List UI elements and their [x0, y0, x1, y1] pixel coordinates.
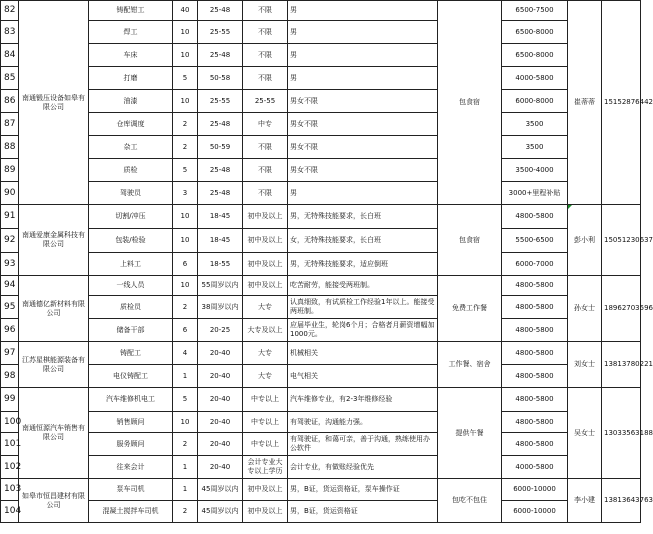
benefits: 提供午餐 [438, 388, 502, 479]
job-title: 往来会计 [89, 456, 173, 479]
education: 不限 [243, 159, 288, 182]
row-number: 89 [1, 159, 19, 182]
table-row [1, 1, 641, 21]
job-title: 储备干部 [89, 319, 173, 342]
row-number: 103 [1, 479, 19, 501]
row-number: 98 [1, 365, 19, 388]
age-range: 18-45 [198, 229, 243, 253]
hire-count: 6 [173, 253, 198, 276]
phone: 13033563188 [602, 388, 641, 479]
hire-count: 2 [173, 296, 198, 319]
hire-count: 10 [173, 412, 198, 433]
table-row [1, 205, 641, 229]
age-range: 25-48 [198, 159, 243, 182]
education: 初中及以上 [243, 205, 288, 229]
education: 中专以上 [243, 388, 288, 412]
salary: 4800-5800 [502, 205, 568, 229]
table-row [1, 182, 641, 205]
age-range: 50-58 [198, 67, 243, 90]
contact-person: 孙女士 [568, 276, 602, 342]
age-range: 20-40 [198, 365, 243, 388]
age-range: 20-40 [198, 388, 243, 412]
requirements: 男女不限 [288, 159, 438, 182]
salary: 4800-5800 [502, 412, 568, 433]
education: 不限 [243, 21, 288, 44]
row-number: 88 [1, 136, 19, 159]
education: 大专及以上 [243, 319, 288, 342]
salary: 4800-5800 [502, 365, 568, 388]
table-row [1, 479, 641, 501]
job-title: 电仪铸配工 [89, 365, 173, 388]
hire-count: 10 [173, 229, 198, 253]
row-number: 100 [1, 412, 19, 433]
age-range: 20-40 [198, 342, 243, 365]
education: 初中及以上 [243, 253, 288, 276]
job-title: 车床 [89, 44, 173, 67]
salary: 4000-5800 [502, 456, 568, 479]
job-title: 泵车司机 [89, 479, 173, 501]
requirements: 汽车维修专业，有2-3年维修经验 [288, 388, 438, 412]
job-title: 一线人员 [89, 276, 173, 296]
company-name: 江苏星棋能源装备有限公司 [19, 342, 89, 388]
requirements: 有驾驶证，和蔼可亲，善于沟通，熟练使用办公软件 [288, 433, 438, 456]
company-name: 南通德亿新材料有限公司 [19, 276, 89, 342]
row-number: 104 [1, 501, 19, 523]
education: 中专以上 [243, 433, 288, 456]
row-number: 86 [1, 90, 19, 113]
age-range: 25-48 [198, 182, 243, 205]
table-row [1, 113, 641, 136]
benefits: 包吃不包住 [438, 479, 502, 523]
table-row [1, 319, 641, 342]
row-number: 85 [1, 67, 19, 90]
requirements: 男，无特殊技能要求，适应倒班 [288, 253, 438, 276]
requirements: 电气相关 [288, 365, 438, 388]
phone: 15051230637 [602, 205, 641, 276]
requirements: 男 [288, 1, 438, 21]
row-number: 95 [1, 296, 19, 319]
job-title: 杂工 [89, 136, 173, 159]
age-range: 45周岁以内 [198, 479, 243, 501]
requirements: 认真细致，有试质检工作经验1年以上。能接受两班制。 [288, 296, 438, 319]
age-range: 20-25 [198, 319, 243, 342]
job-title: 仓库调度 [89, 113, 173, 136]
age-range: 50-59 [198, 136, 243, 159]
hire-count: 2 [173, 433, 198, 456]
salary: 4800-5800 [502, 276, 568, 296]
hire-count: 2 [173, 113, 198, 136]
education: 初中及以上 [243, 276, 288, 296]
table-row [1, 21, 641, 44]
requirements: 男女不限 [288, 90, 438, 113]
age-range: 25-55 [198, 21, 243, 44]
table-row [1, 501, 641, 523]
hire-count: 5 [173, 159, 198, 182]
education: 大专 [243, 365, 288, 388]
salary: 4800-5800 [502, 342, 568, 365]
hire-count: 10 [173, 21, 198, 44]
row-number: 84 [1, 44, 19, 67]
row-number: 97 [1, 342, 19, 365]
table-row [1, 159, 641, 182]
hire-count: 10 [173, 44, 198, 67]
education: 不限 [243, 136, 288, 159]
age-range: 20-40 [198, 433, 243, 456]
requirements: 男 [288, 21, 438, 44]
requirements: 吃苦耐劳，能接受两班制。 [288, 276, 438, 296]
company-name: 南通恒源汽车销售有限公司 [19, 388, 89, 479]
salary: 6500-8000 [502, 44, 568, 67]
hire-count: 10 [173, 90, 198, 113]
phone: 13813780221 [602, 342, 641, 388]
requirements: 男，B证，货运资格证 [288, 501, 438, 523]
hire-count: 5 [173, 388, 198, 412]
hire-count: 1 [173, 479, 198, 501]
education: 初中及以上 [243, 479, 288, 501]
contact-person: 吴女士 [568, 388, 602, 479]
education: 中专 [243, 113, 288, 136]
education: 会计专业大专以上学历 [243, 456, 288, 479]
job-title: 切割/冲压 [89, 205, 173, 229]
job-title: 汽车维修机电工 [89, 388, 173, 412]
job-title: 混凝土搅拌车司机 [89, 501, 173, 523]
row-number: 102 [1, 456, 19, 479]
salary: 3500 [502, 113, 568, 136]
requirements: 男 [288, 182, 438, 205]
salary: 3000+里程补贴 [502, 182, 568, 205]
education: 初中及以上 [243, 501, 288, 523]
benefits: 免费工作餐 [438, 276, 502, 342]
age-range: 25-55 [198, 90, 243, 113]
education: 25-55 [243, 90, 288, 113]
education: 不限 [243, 1, 288, 21]
hire-count: 2 [173, 501, 198, 523]
table-row [1, 253, 641, 276]
job-title: 油漆 [89, 90, 173, 113]
row-number: 92 [1, 229, 19, 253]
job-title: 打磨 [89, 67, 173, 90]
salary: 6500-7500 [502, 1, 568, 21]
requirements: 男 [288, 44, 438, 67]
salary: 4800-5800 [502, 319, 568, 342]
job-title: 销售顾问 [89, 412, 173, 433]
requirements: 男女不限 [288, 113, 438, 136]
contact-person: 彭小利 [568, 205, 602, 276]
education: 大专 [243, 296, 288, 319]
education: 不限 [243, 67, 288, 90]
age-range: 25-48 [198, 1, 243, 21]
salary: 5500-6500 [502, 229, 568, 253]
salary: 6500-8000 [502, 21, 568, 44]
table-row [1, 388, 641, 412]
row-number: 90 [1, 182, 19, 205]
salary: 3500 [502, 136, 568, 159]
phone: 18962703596 [602, 276, 641, 342]
requirements: 男女不限 [288, 136, 438, 159]
education: 不限 [243, 182, 288, 205]
row-number: 83 [1, 21, 19, 44]
hire-count: 10 [173, 276, 198, 296]
age-range: 45周岁以内 [198, 501, 243, 523]
hire-count: 6 [173, 319, 198, 342]
row-number: 91 [1, 205, 19, 229]
table-row [1, 456, 641, 479]
job-title: 上料工 [89, 253, 173, 276]
table-row [1, 90, 641, 113]
hire-count: 3 [173, 182, 198, 205]
requirements: 会计专业，有做账经验优先 [288, 456, 438, 479]
job-title: 铸配钳工 [89, 1, 173, 21]
benefits: 包食宿 [438, 205, 502, 276]
age-range: 18-45 [198, 205, 243, 229]
education: 不限 [243, 44, 288, 67]
row-number: 99 [1, 388, 19, 412]
requirements: 男，无特殊技能要求，长白班 [288, 205, 438, 229]
phone: 15152876442 [602, 1, 641, 205]
table-row [1, 44, 641, 67]
job-title: 质检员 [89, 296, 173, 319]
company-name: 南通锻压设备如皋有限公司 [19, 1, 89, 205]
salary: 6000-10000 [502, 501, 568, 523]
row-number: 82 [1, 1, 19, 21]
hire-count: 1 [173, 456, 198, 479]
row-number: 96 [1, 319, 19, 342]
table-row [1, 365, 641, 388]
age-range: 55周岁以内 [198, 276, 243, 296]
table-row [1, 229, 641, 253]
contact-person: 李小建 [568, 479, 602, 523]
row-number: 93 [1, 253, 19, 276]
job-title: 服务顾问 [89, 433, 173, 456]
education: 初中及以上 [243, 229, 288, 253]
requirements: 男，B证，货运资格证，泵车操作证 [288, 479, 438, 501]
table-row [1, 67, 641, 90]
requirements: 机械相关 [288, 342, 438, 365]
salary: 6000-7000 [502, 253, 568, 276]
age-range: 25-48 [198, 44, 243, 67]
age-range: 20-40 [198, 412, 243, 433]
hire-count: 4 [173, 342, 198, 365]
row-number: 101 [1, 433, 19, 456]
salary: 3500-4000 [502, 159, 568, 182]
education: 中专以上 [243, 412, 288, 433]
table-row [1, 296, 641, 319]
table-row [1, 276, 641, 296]
job-title: 质检 [89, 159, 173, 182]
age-range: 38周岁以内 [198, 296, 243, 319]
job-title: 驾驶员 [89, 182, 173, 205]
salary: 4800-5800 [502, 388, 568, 412]
phone: 13813643763 [602, 479, 641, 523]
job-title: 包装/检验 [89, 229, 173, 253]
table-row [1, 342, 641, 365]
row-number: 94 [1, 276, 19, 296]
hire-count: 1 [173, 365, 198, 388]
salary: 6000-10000 [502, 479, 568, 501]
hire-count: 10 [173, 205, 198, 229]
table-row [1, 412, 641, 433]
education: 大专 [243, 342, 288, 365]
benefits: 包食宿 [438, 1, 502, 205]
requirements: 男 [288, 67, 438, 90]
company-name: 如皋市恒昌建材有限公司 [19, 479, 89, 523]
age-range: 25-48 [198, 113, 243, 136]
job-title: 焊工 [89, 21, 173, 44]
age-range: 20-40 [198, 456, 243, 479]
benefits: 工作餐、宿舍 [438, 342, 502, 388]
table-row [1, 136, 641, 159]
requirements: 女，无特殊技能要求，长白班 [288, 229, 438, 253]
contact-person: 崔蒂蒂 [568, 1, 602, 205]
age-range: 18-55 [198, 253, 243, 276]
requirements: 有驾驶证，沟通能力强。 [288, 412, 438, 433]
requirements: 应届毕业生，轮岗6个月；合格者月薪资增幅加1000元。 [288, 319, 438, 342]
row-number: 87 [1, 113, 19, 136]
hire-count: 5 [173, 67, 198, 90]
job-title: 铸配工 [89, 342, 173, 365]
table-row [1, 433, 641, 456]
hire-count: 2 [173, 136, 198, 159]
company-name: 南通爱康金属科技有限公司 [19, 205, 89, 276]
contact-person: 刘女士 [568, 342, 602, 388]
salary: 4800-5800 [502, 433, 568, 456]
salary: 4000-5800 [502, 67, 568, 90]
salary: 6000-8000 [502, 90, 568, 113]
salary: 4800-5800 [502, 296, 568, 319]
hire-count: 40 [173, 1, 198, 21]
